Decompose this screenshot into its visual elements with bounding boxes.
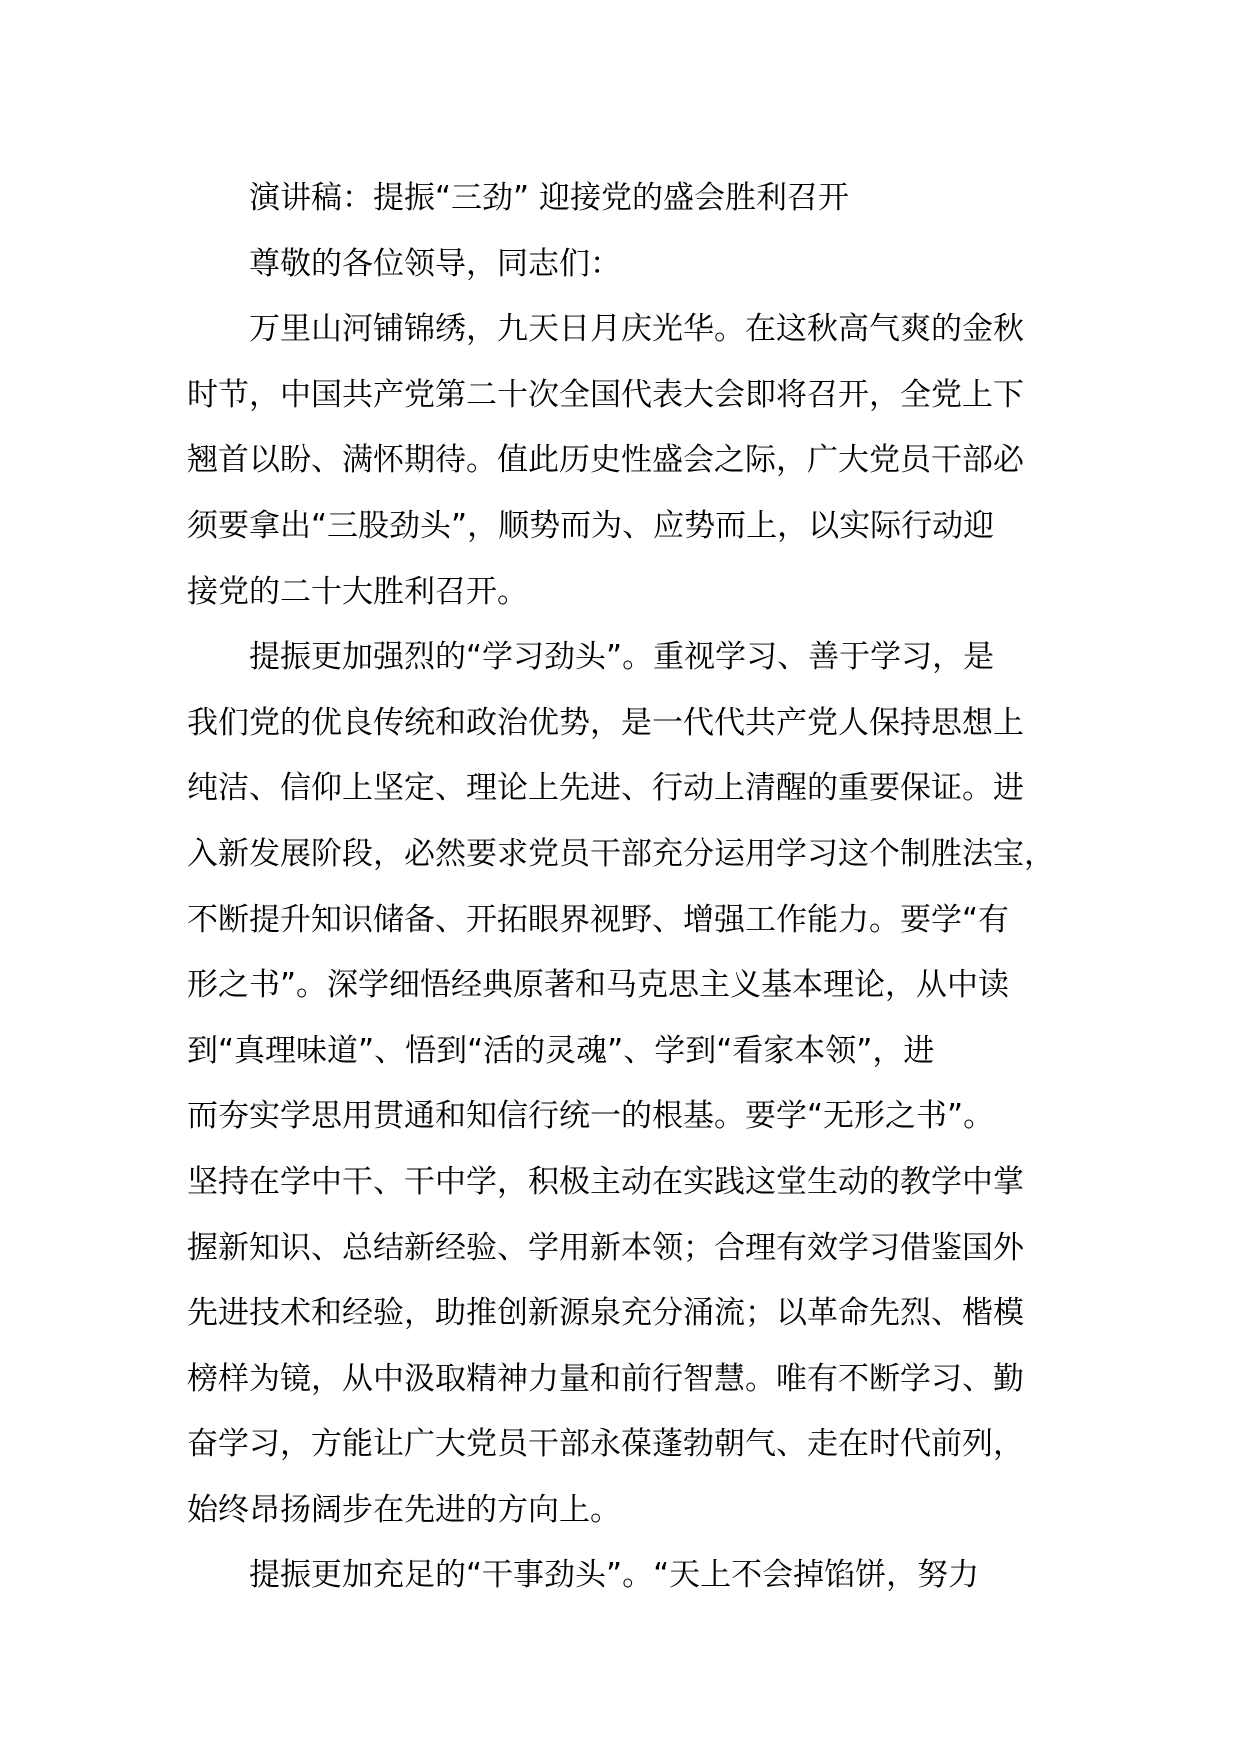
paragraph-line: 万里山河铺锦绣，九天日月庆光华。在这秋高气爽的金秋 bbox=[249, 311, 1024, 348]
paragraph-line: 须要拿出“三股劲头”，顺势而为、应势而上，以实际行动迎 bbox=[187, 507, 995, 544]
paragraph-3 bbox=[187, 1543, 1067, 1609]
paragraph-line: 纯洁、信仰上坚定、理论上先进、行动上清醒的重要保证。进 bbox=[187, 770, 1024, 807]
paragraph-line: 提振更加充足的“干事劲头”。“天上不会掉馅饼，努力 bbox=[249, 1557, 980, 1594]
paragraph-line: 奋学习，方能让广大党员干部永葆蓬勃朝气、走在时代前列， bbox=[187, 1426, 1024, 1463]
paragraph-line: 到“真理味道”、悟到“活的灵魂”、学到“看家本领”，进 bbox=[187, 1032, 935, 1069]
paragraph-line: 入新发展阶段，必然要求党员干部充分运用学习这个制胜法宝， bbox=[187, 835, 1055, 872]
salutation: 尊敬的各位领导，同志们： bbox=[249, 245, 621, 282]
paragraph-line: 我们党的优良传统和政治优势，是一代代共产党人保持思想上 bbox=[187, 704, 1024, 741]
paragraph-line: 翘首以盼、满怀期待。值此历史性盛会之际，广大党员干部必 bbox=[187, 442, 1024, 479]
paragraph-line: 先进技术和经验，助推创新源泉充分涌流；以革命先烈、楷模 bbox=[187, 1295, 1024, 1332]
document-title: 演讲稿：提振“三劲” 迎接党的盛会胜利召开 bbox=[249, 180, 849, 216]
paragraph-line: 而夯实学思用贯通和知信行统一的根基。要学“无形之书”。 bbox=[187, 1098, 995, 1135]
paragraph-line: 榜样为镜，从中汲取精神力量和前行智慧。唯有不断学习、勤 bbox=[187, 1360, 1024, 1397]
paragraph-line: 形之书”。深学细悟经典原著和马克思主义基本理论，从中读 bbox=[187, 967, 1010, 1004]
paragraph-line: 始终昂扬阔步在先进的方向上。 bbox=[187, 1491, 621, 1528]
paragraph-line: 提振更加强烈的“学习劲头”。重视学习、善于学习，是 bbox=[249, 639, 995, 676]
document-body bbox=[187, 166, 1067, 1609]
paragraph-2 bbox=[187, 625, 1067, 1543]
paragraph-line: 坚持在学中干、干中学，积极主动在实践这堂生动的教学中掌 bbox=[187, 1163, 1024, 1200]
paragraph-line: 接党的二十大胜利召开。 bbox=[187, 573, 528, 610]
paragraph-line: 时节，中国共产党第二十次全国代表大会即将召开，全党上下 bbox=[187, 376, 1024, 413]
paragraph-line: 握新知识、总结新经验、学用新本领；合理有效学习借鉴国外 bbox=[187, 1229, 1024, 1266]
paragraph-1 bbox=[187, 297, 1067, 625]
paragraph-line: 不断提升知识储备、开拓眼界视野、增强工作能力。要学“有 bbox=[187, 901, 1010, 938]
